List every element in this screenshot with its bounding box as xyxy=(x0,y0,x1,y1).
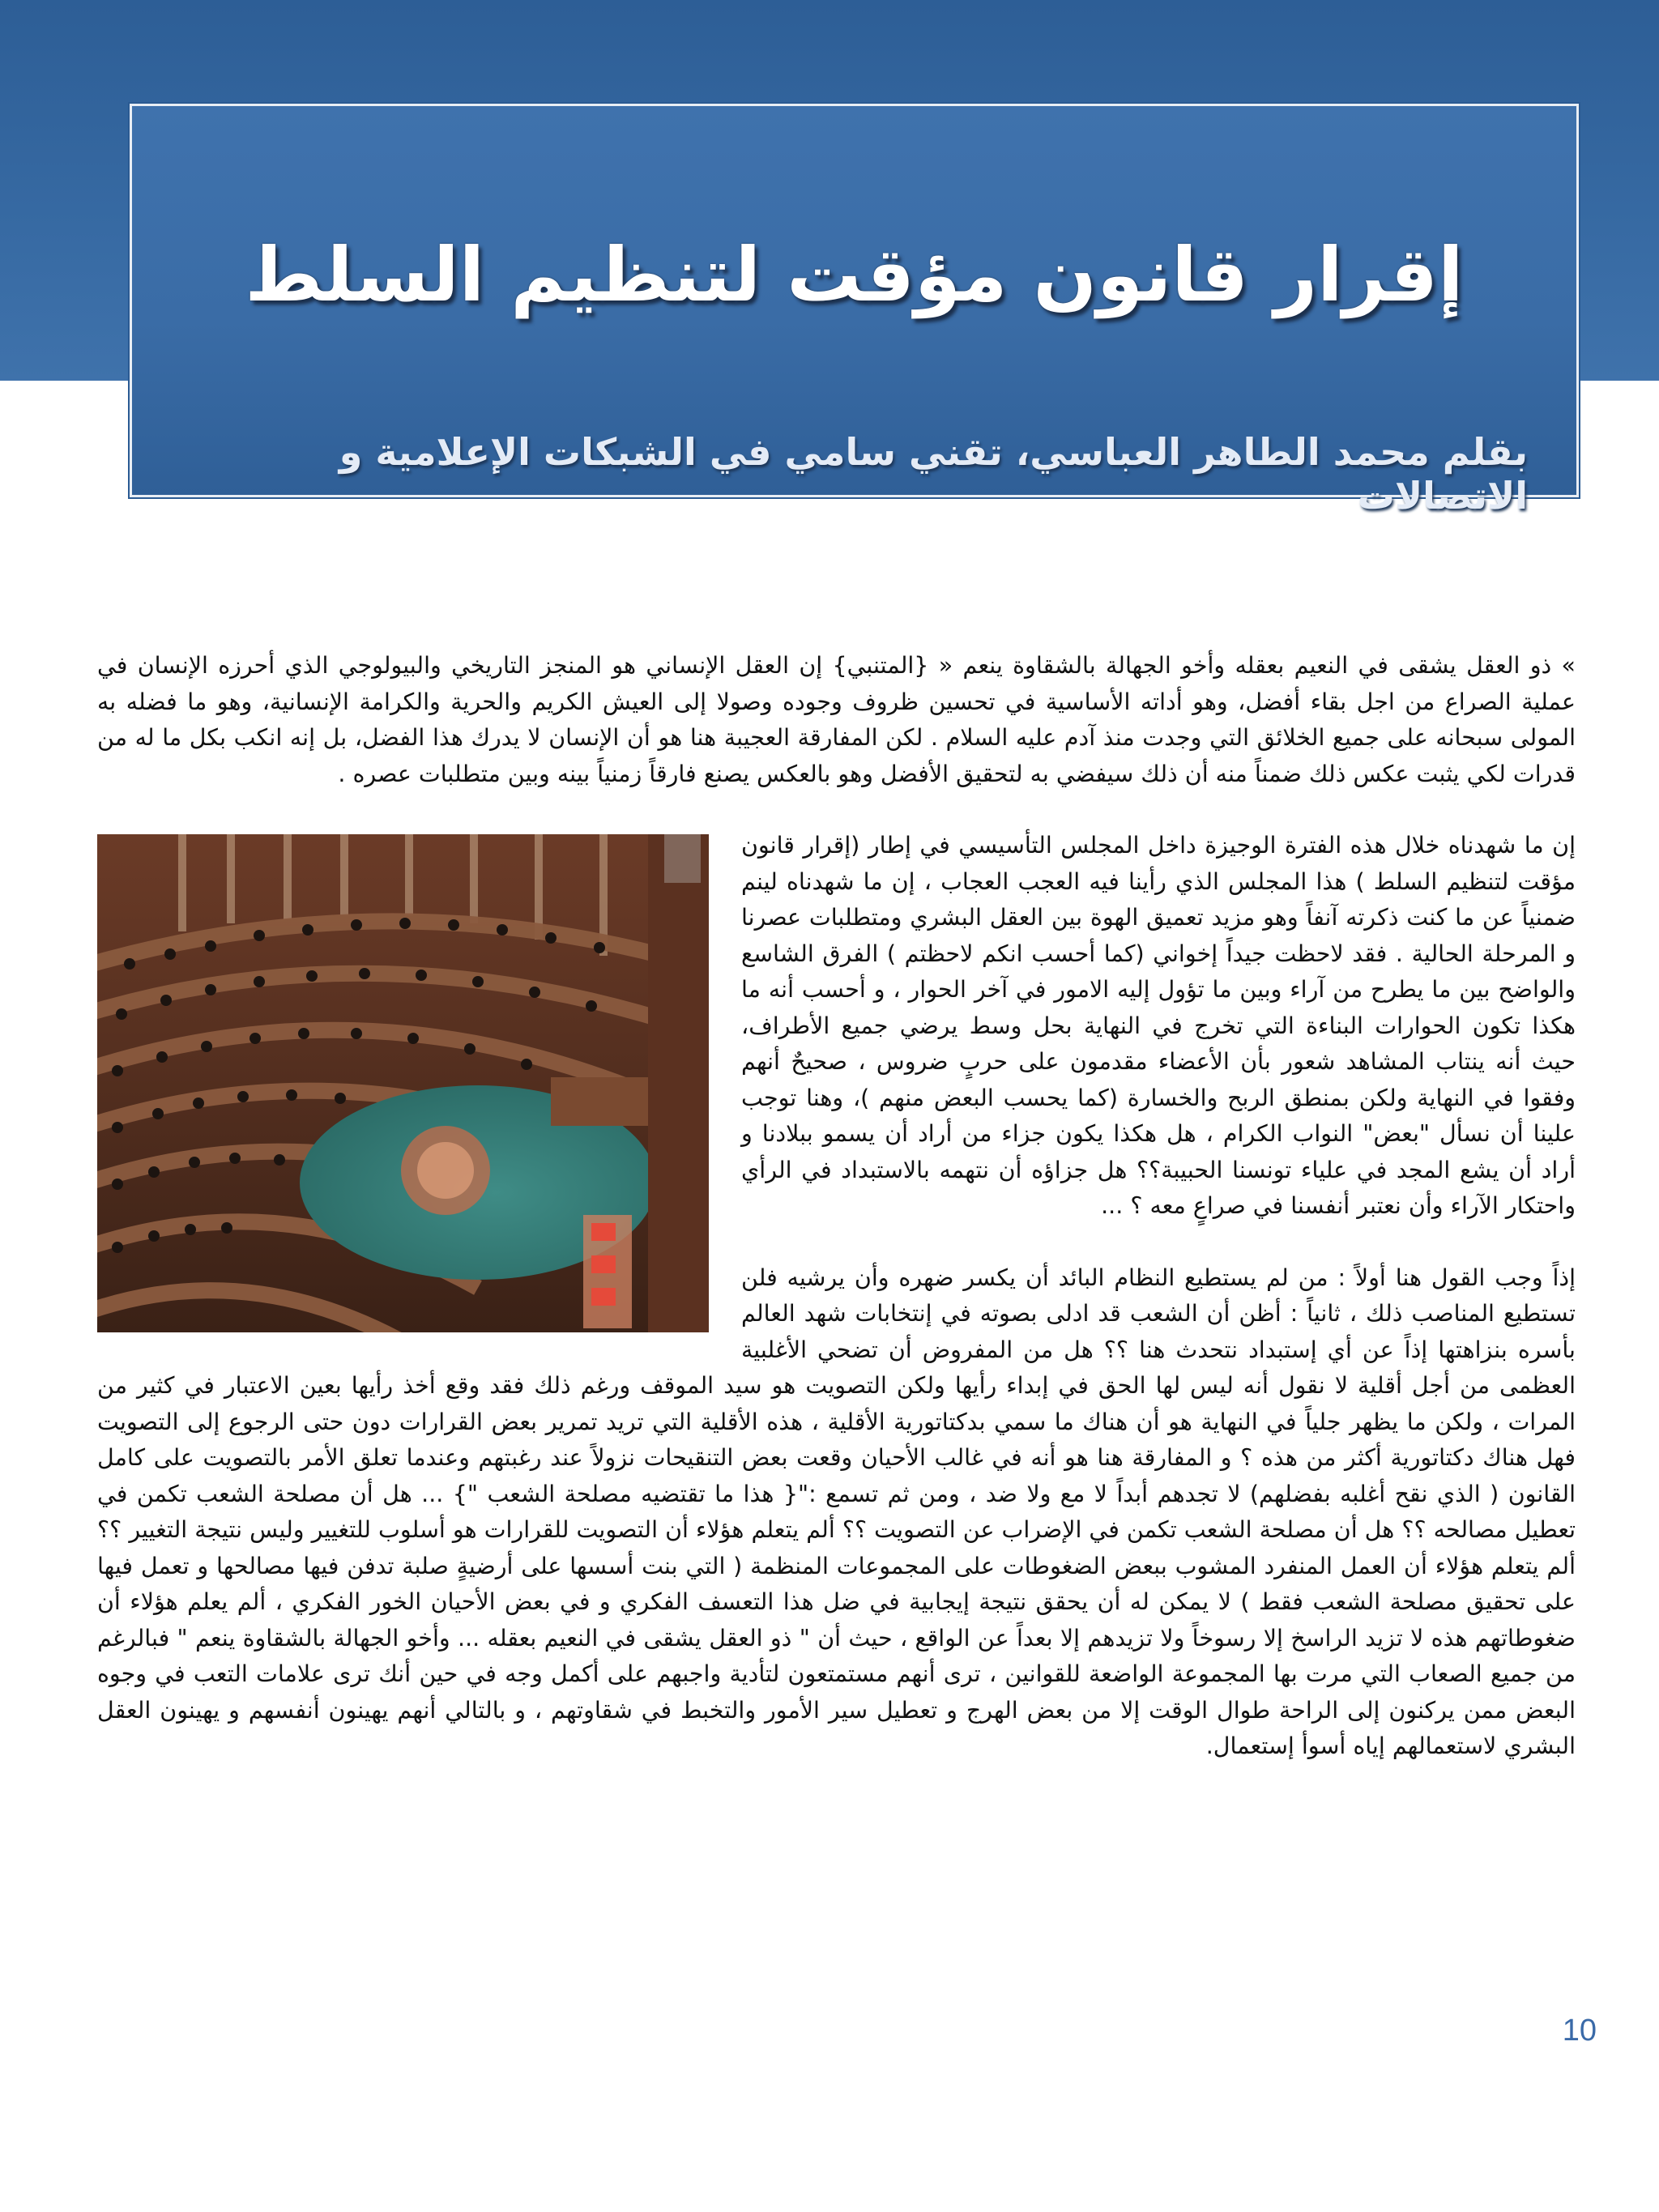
article-paragraph: إن ما شهدناه خلال هذه الفترة الوجيزة داخل المجلس التأسيسي في إطار (إقرار قانون مؤقت لتنظيم السلط ) هذا المجلس الذي رأينا فيه العجب العجاب ، إن ما شهدناه لينم ضمنياً عن ما كنت ذكرته آنفاً وهو مزيد تعميق الهوة بين العقل البشري ومتطلبات عصرنا و المرحلة الحالية . فقد لاحظت جيداً إخواني (كما أحسب انكم لاحظتم ) الفرق الشاسع والواضح بين ما يطرح من آراء وبين ما تؤول إليه الامور في آخر الحوار ، و أحسب أنه ما هكذا تكون الحوارات البناءة التي تخرج في النهاية بحل وسط يرضي جميع الأطراف، حيث أنه ينتاب المشاهد شعور بأن الأعضاء مقدمون على حربٍ ضروس ، صحيحٌ أنهم وفقوا في النهاية ولكن بمنطق الربح والخسارة (كما يحسب البعض منهم )، وهنا توجب علينا أن نسأل "بعض" النواب الكرام ، هل هكذا يكون جزاء من أراد أن يسمو ببلادنا و أراد أن يشع المجد في علياء تونسنا الحبيبة؟؟ هل جزاؤه أن نتهمه بالاستبداد في الرأي واحتكار الآراء وأن نعتبر أنفسنا في صراعٍ معه ؟ ... xyxy=(741,832,1576,1219)
article-body xyxy=(97,648,1576,1765)
page-number: 10 xyxy=(1562,2014,1597,2048)
article-paragraph: » ذو العقل يشقى في النعيم بعقله وأخو الجهالة بالشقاوة ينعم « {المتنبي} إن العقل الإنساني هو المنجز التاريخي والبيولوجي الذي أحرزه الإنسان في عملية الصراع من اجل بقاء أفضل، وهو أداته الأساسية في تحسين ظروف وجوده وصولا إلى العيش الكريم والحرية والكرامة الإنسانية، وهو ما فضله به المولى سبحانه على جميع الخلائق التي وجدت منذ آدم عليه السلام . لكن المفارقة العجيبة هنا هو أن الإنسان لا يدرك هذا الفضل، بل إنه انكب بكل ما له من قدرات لكي يثبت عكس ذلك ضمناً منه أن ذلك سيفضي به لتحقيق الأفضل وهو بالعكس يصنع فارقاً زمنياً بينه وبين متطلبات عصره . xyxy=(97,652,1576,787)
header-panel xyxy=(130,104,1579,518)
parliament-photo xyxy=(97,834,709,1332)
page-title: إقرار قانون مؤقت لتنظيم السلط xyxy=(245,232,1464,318)
parliament-illustration xyxy=(97,834,709,1332)
author-byline: بقلم محمد الطاهر العباسي، تقني سامي في الشبكات الإعلامية و الاتصالات xyxy=(339,430,1528,518)
article-paragraph: إذاً وجب القول هنا أولاً : من لم يستطيع النظام البائد أن يكسر ضهره وأن يرشيه فلن تستطيع المناصب ذلك ، ثانياً : أظن أن الشعب قد ادلى بصوته في إنتخابات شهد العالم بأسره بنزاهتها إذاً عن أي إستبداد نتحدث هنا ؟؟ هل من المفروض أن تضحي الأغلبية العظمى من أجل أقلية لا نقول أنه ليس لها الحق في إبداء رأيها ولكن التصويت هو سيد الموقف ورغم ذلك فقد وقع أخذ رأيها بعين الاعتبار في كثير من المرات ، ولكن ما يظهر جلياً في النهاية هو أن هناك ما سمي بدكتاتورية الأقلية ، هذه الأقلية التي تريد تمرير بعض القرارات دون حتى الرجوع إلى التصويت فهل هناك دكتاتورية أكثر من هذه ؟ و المفارقة هنا هو أنه في غالب الأحيان وقعت بعض التنقيحات نزولاً عند رغبتهم وعندما تعلق الأمر بالتصويت على كامل القانون ( الذي نقح أغلبه بفضلهم) لا تجدهم أبداً لا مع ولا ضد ، ومن ثم تسمع :"{ هذا ما تقتضيه مصلحة الشعب "} ... هل أن مصلحة الشعب تكمن في تعطيل مصالحه ؟؟ هل أن مصلحة الشعب تكمن في الإضراب عن التصويت ؟؟ ألم يتعلم هؤلاء أن التصويت للقرارات هو أسلوب للتغيير وليس نتيجة التغيير ؟؟ ألم يتعلم هؤلاء أن العمل المنفرد المشوب ببعض الضغوطات على المجموعات المنظمة ( التي بنت أسسها على أرضيةٍ صلبة تدفن فيها مصالحها و تعمل فيها على تحقيق مصلحة الشعب فقط ) لا يمكن له أن يحقق نتيجة إيجابية في ضل هذا التعسف الفكري و في بعض الأحيان الخور الفكري ، ألم يعلم هؤلاء أن ضغوطاتهم هذه لا تزيد الراسخ إلا رسوخاً ولا تزيدهم إلا بعداً عن الواقع ، حيث أن " ذو العقل يشقى في النعيم بعقله ... وأخو الجهالة بالشقاوة ينعم " فبالرغم من جميع الصعاب التي مرت بها المجموعة الواضعة للقوانين ، ترى أنهم مستمتعون لتأدية واجبهم على أكمل وجه في حين أنك ترى علامات التعب في وجوه البعض ممن يركنون إلى الراحة طوال الوقت إلا من بعض الهرج و تعطيل سير الأمور والتخبط في شقاوتهم ، و بالتالي أنهم يهينون أنفسهم و يهينون العقل البشري لاستعمالهم إياه أسوأ إستعمال. xyxy=(97,1264,1576,1759)
paragraph-spacer xyxy=(97,792,1576,828)
